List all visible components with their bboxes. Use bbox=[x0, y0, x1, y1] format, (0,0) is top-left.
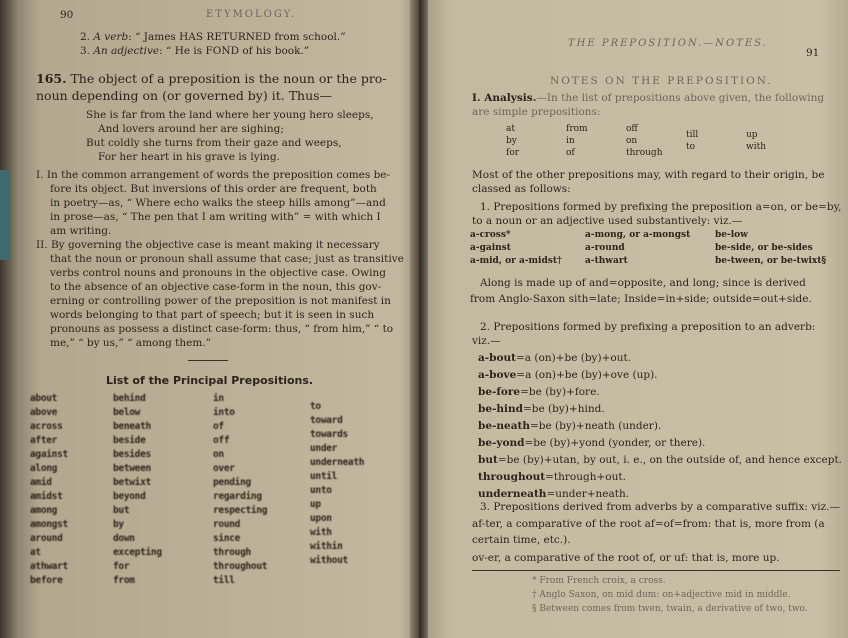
verse-line-2: And lovers around her are sighing; bbox=[98, 123, 284, 135]
derivation-text: =through+out. bbox=[545, 471, 626, 483]
preposition-word: till bbox=[213, 575, 235, 586]
p2-items bbox=[478, 350, 842, 503]
right-page bbox=[428, 0, 848, 638]
page-number-left: 90 bbox=[60, 9, 74, 21]
example-3: 3. An adjective: “ He is FOND of his book.” bbox=[80, 45, 310, 57]
simple-preposition: through bbox=[626, 148, 663, 158]
simple-preposition: till bbox=[686, 130, 699, 140]
list-title: List of the Principal Prepositions. bbox=[106, 374, 314, 387]
preposition-word: betwixt bbox=[113, 477, 151, 488]
after-line-2: certain time, etc.). bbox=[472, 534, 571, 546]
p1-line-2: to a noun or an adjective used substantively: viz.— bbox=[472, 215, 743, 227]
preposition-word: in bbox=[213, 393, 224, 404]
simple-preposition: with bbox=[746, 142, 766, 152]
preposition-word: below bbox=[113, 407, 141, 418]
preposition-word: unto bbox=[310, 485, 332, 496]
note-1-line-4: in prose—as, “ The pen that I am writing with” = with which I bbox=[50, 211, 381, 223]
derivation-text: =a (on)+be (by)+ove (up). bbox=[516, 369, 658, 381]
section-165: 165. The object of a preposition is the noun or the pro- bbox=[36, 71, 387, 86]
analysis-line-1: I. Analysis.—In the list of prepositions above given, the following bbox=[472, 92, 825, 104]
preposition-word: but bbox=[113, 505, 130, 516]
preposition-word: over bbox=[213, 463, 235, 474]
preposition-word: up bbox=[310, 499, 321, 510]
note-1-line-3: in poetry—as, “ Where echo walks the steep hills among”—and bbox=[50, 197, 386, 209]
preposition-word: off bbox=[213, 435, 230, 446]
p1-line-1: 1. Prepositions formed by prefixing the preposition a=on, or be=by, bbox=[480, 201, 842, 213]
preposition-word: upon bbox=[310, 513, 332, 524]
preposition-word: excepting bbox=[113, 547, 162, 558]
preposition-word: about bbox=[30, 393, 58, 404]
preposition-word: toward bbox=[310, 415, 343, 426]
preposition-word: beneath bbox=[113, 421, 151, 432]
preposition-word: between bbox=[113, 463, 151, 474]
along-line-1: Along is made up of and=opposite, and long; since is derived bbox=[480, 277, 806, 289]
preposition-word: towards bbox=[310, 429, 348, 440]
simple-preposition: of bbox=[566, 148, 575, 158]
p2-line-2: viz.— bbox=[472, 335, 501, 347]
simple-preposition: in bbox=[566, 136, 575, 146]
derivation-text: =a (on)+be (by)+out. bbox=[516, 352, 632, 364]
preposition-word: into bbox=[213, 407, 235, 418]
simple-preposition: up bbox=[746, 130, 758, 140]
preposition-word: from bbox=[113, 575, 135, 586]
preposition-word: for bbox=[113, 561, 130, 572]
preposition-word: across bbox=[30, 421, 63, 432]
preposition-word: to bbox=[310, 401, 321, 412]
note-2-line-8: me,” “ by us,” “ among them.” bbox=[50, 337, 212, 349]
formed-preposition: a-thwart bbox=[585, 256, 628, 266]
preposition-word: against bbox=[30, 449, 68, 460]
derivation-word: throughout bbox=[478, 471, 546, 483]
derivation-word: be-neath bbox=[478, 420, 530, 432]
formed-preposition: be-low bbox=[715, 230, 748, 240]
formed-preposition: a-gainst bbox=[470, 243, 511, 253]
simple-preposition: from bbox=[566, 124, 588, 134]
preposition-word: without bbox=[310, 555, 348, 566]
preposition-word: by bbox=[113, 519, 124, 530]
formed-preposition: be-side, or be-sides bbox=[715, 243, 813, 253]
preposition-word: throughout bbox=[213, 561, 268, 572]
footnote-2: † Anglo Saxon, on mid dum: on+adjective mid in middle. bbox=[532, 590, 791, 600]
book-spine bbox=[0, 0, 18, 638]
formed-preposition: a-mid, or a-midst† bbox=[470, 256, 562, 266]
verse-line-4: For her heart in his grave is lying. bbox=[98, 151, 280, 163]
preposition-word: within bbox=[310, 541, 343, 552]
formed-preposition: be-tween, or be-twixt§ bbox=[715, 256, 827, 266]
verse-line-1: She is far from the land where her young hero sleeps, bbox=[86, 109, 374, 121]
preposition-word: at bbox=[30, 547, 41, 558]
verse-line-3: But coldly she turns from their gaze and weeps, bbox=[86, 137, 342, 149]
preposition-word: of bbox=[213, 421, 224, 432]
derivation-word: underneath bbox=[478, 488, 547, 500]
preposition-word: after bbox=[30, 435, 58, 446]
simple-preposition: for bbox=[506, 148, 520, 158]
note-2-line-6: words belonging to that part of speech; but it is seen in such bbox=[50, 309, 375, 321]
preposition-word: besides bbox=[113, 449, 151, 460]
preposition-word: beyond bbox=[113, 491, 146, 502]
example-2: 2. A verb: “ James HAS RETURNED from school.” bbox=[80, 31, 346, 43]
over-line: ov-er, a comparative of the root of, or uf: that is, more up. bbox=[472, 552, 780, 564]
most-line-2: classed as follows: bbox=[472, 183, 571, 195]
footnote-1: * From French croix, a cross. bbox=[532, 576, 666, 586]
derivation-text: =under+neath. bbox=[546, 488, 630, 500]
formed-preposition: a-mong, or a-mongst bbox=[585, 230, 691, 240]
preposition-word: around bbox=[30, 533, 63, 544]
derivation-row bbox=[478, 435, 842, 452]
note-2-line-3: verbs control nouns and pronouns in the objective case. Owing bbox=[50, 267, 386, 279]
derivation-row bbox=[478, 401, 842, 418]
most-line-1: Most of the other prepositions may, with regard to their origin, be bbox=[472, 169, 825, 181]
note-1-line-2: fore its object. But inversions of this order are frequent, both bbox=[50, 183, 377, 195]
simple-preposition: by bbox=[506, 136, 517, 146]
simple-prepositions bbox=[506, 124, 826, 164]
note-2-line-7: pronouns as possess a distinct case-form: thus, “ from him,” “ to bbox=[50, 323, 394, 335]
running-head-left: ETYMOLOGY. bbox=[206, 9, 297, 20]
preposition-word: pending bbox=[213, 477, 251, 488]
derivation-word: be-fore bbox=[478, 386, 521, 398]
derivation-row bbox=[478, 469, 842, 486]
simple-preposition: on bbox=[626, 136, 638, 146]
preposition-word: along bbox=[30, 463, 58, 474]
note-2-line-2: that the noun or pronoun shall assume that case; just as transitive bbox=[50, 253, 404, 265]
derivation-row bbox=[478, 367, 842, 384]
preposition-word: round bbox=[213, 519, 241, 530]
note-2-line-4: to the absence of an objective case-form in the noun, this gov- bbox=[50, 281, 382, 293]
preposition-column-3 bbox=[213, 392, 267, 588]
preposition-word: until bbox=[310, 471, 338, 482]
formed-preposition: a-round bbox=[585, 243, 625, 253]
notes-title: NOTES ON THE PREPOSITION. bbox=[550, 75, 773, 87]
after-line-1: af-ter, a comparative of the root af=of=from: that is, more from (a bbox=[472, 518, 825, 530]
preposition-column-4 bbox=[310, 400, 364, 568]
footnote-3: § Between comes from twen, twain, a derivative of two, two. bbox=[532, 604, 808, 614]
preposition-word: amid bbox=[30, 477, 52, 488]
derivation-word: be-hind bbox=[478, 403, 523, 415]
derivation-text: =be (by)+yond (yonder, or there). bbox=[524, 437, 706, 449]
derivation-text: =be (by)+hind. bbox=[522, 403, 605, 415]
preposition-word: with bbox=[310, 527, 332, 538]
derivation-text: =be (by)+fore. bbox=[520, 386, 600, 398]
preposition-word: regarding bbox=[213, 491, 262, 502]
section-165-line2: noun depending on (or governed by) it. Thus— bbox=[36, 88, 333, 103]
note-2-line-1: II. By governing the objective case is meant making it necessary bbox=[36, 239, 380, 251]
left-page bbox=[28, 0, 413, 638]
preposition-word: before bbox=[30, 575, 63, 586]
derivation-word: be-yond bbox=[478, 437, 525, 449]
simple-preposition: to bbox=[686, 142, 696, 152]
derivation-word: a-bove bbox=[478, 369, 517, 381]
analysis-line-2: are simple prepositions: bbox=[472, 106, 601, 118]
p3-line: 3. Prepositions derived from adverbs by a comparative suffix: viz.— bbox=[480, 501, 840, 513]
derivation-word: a-bout bbox=[478, 352, 516, 364]
preposition-word: athwart bbox=[30, 561, 68, 572]
preposition-word: among bbox=[30, 505, 58, 516]
derivation-word: but bbox=[478, 454, 498, 466]
note-1-line-1: I. In the common arrangement of words the preposition comes be- bbox=[36, 169, 391, 181]
formed-preposition: a-cross* bbox=[470, 230, 511, 240]
preposition-column-1 bbox=[30, 392, 68, 588]
page-number-right: 91 bbox=[806, 47, 820, 59]
derivation-row bbox=[478, 350, 842, 367]
simple-preposition: off bbox=[626, 124, 638, 134]
p1-prepositions bbox=[470, 230, 848, 272]
preposition-word: underneath bbox=[310, 457, 365, 468]
derivation-row bbox=[478, 384, 842, 401]
p2-line-1: 2. Prepositions formed by prefixing a preposition to an adverb: bbox=[480, 321, 816, 333]
preposition-word: behind bbox=[113, 393, 146, 404]
derivation-text: =be (by)+utan, by out, i. e., on the outside of, and hence except. bbox=[497, 454, 843, 466]
note-2-line-5: erning or controlling power of the preposition is not manifest in bbox=[50, 295, 391, 307]
book-cover-edge bbox=[0, 170, 10, 260]
preposition-word: respecting bbox=[213, 505, 268, 516]
along-line-2: from Anglo-Saxon sith=late; Inside=in+side; outside=out+side. bbox=[470, 293, 812, 305]
preposition-word: under bbox=[310, 443, 338, 454]
derivation-text: =be (by)+neath (under). bbox=[529, 420, 662, 432]
derivation-row bbox=[478, 452, 842, 469]
running-head-right: THE PREPOSITION.—NOTES. bbox=[568, 38, 768, 49]
preposition-word: above bbox=[30, 407, 58, 418]
preposition-word: on bbox=[213, 449, 224, 460]
preposition-word: amidst bbox=[30, 491, 63, 502]
note-1-line-5: am writing. bbox=[50, 225, 112, 237]
preposition-column-2 bbox=[113, 392, 162, 588]
preposition-word: since bbox=[213, 533, 241, 544]
preposition-word: beside bbox=[113, 435, 146, 446]
preposition-word: down bbox=[113, 533, 135, 544]
section-divider bbox=[188, 360, 228, 361]
preposition-word: amongst bbox=[30, 519, 68, 530]
footnote-rule bbox=[472, 570, 840, 571]
derivation-row bbox=[478, 418, 842, 435]
preposition-word: through bbox=[213, 547, 251, 558]
simple-preposition: at bbox=[506, 124, 515, 134]
